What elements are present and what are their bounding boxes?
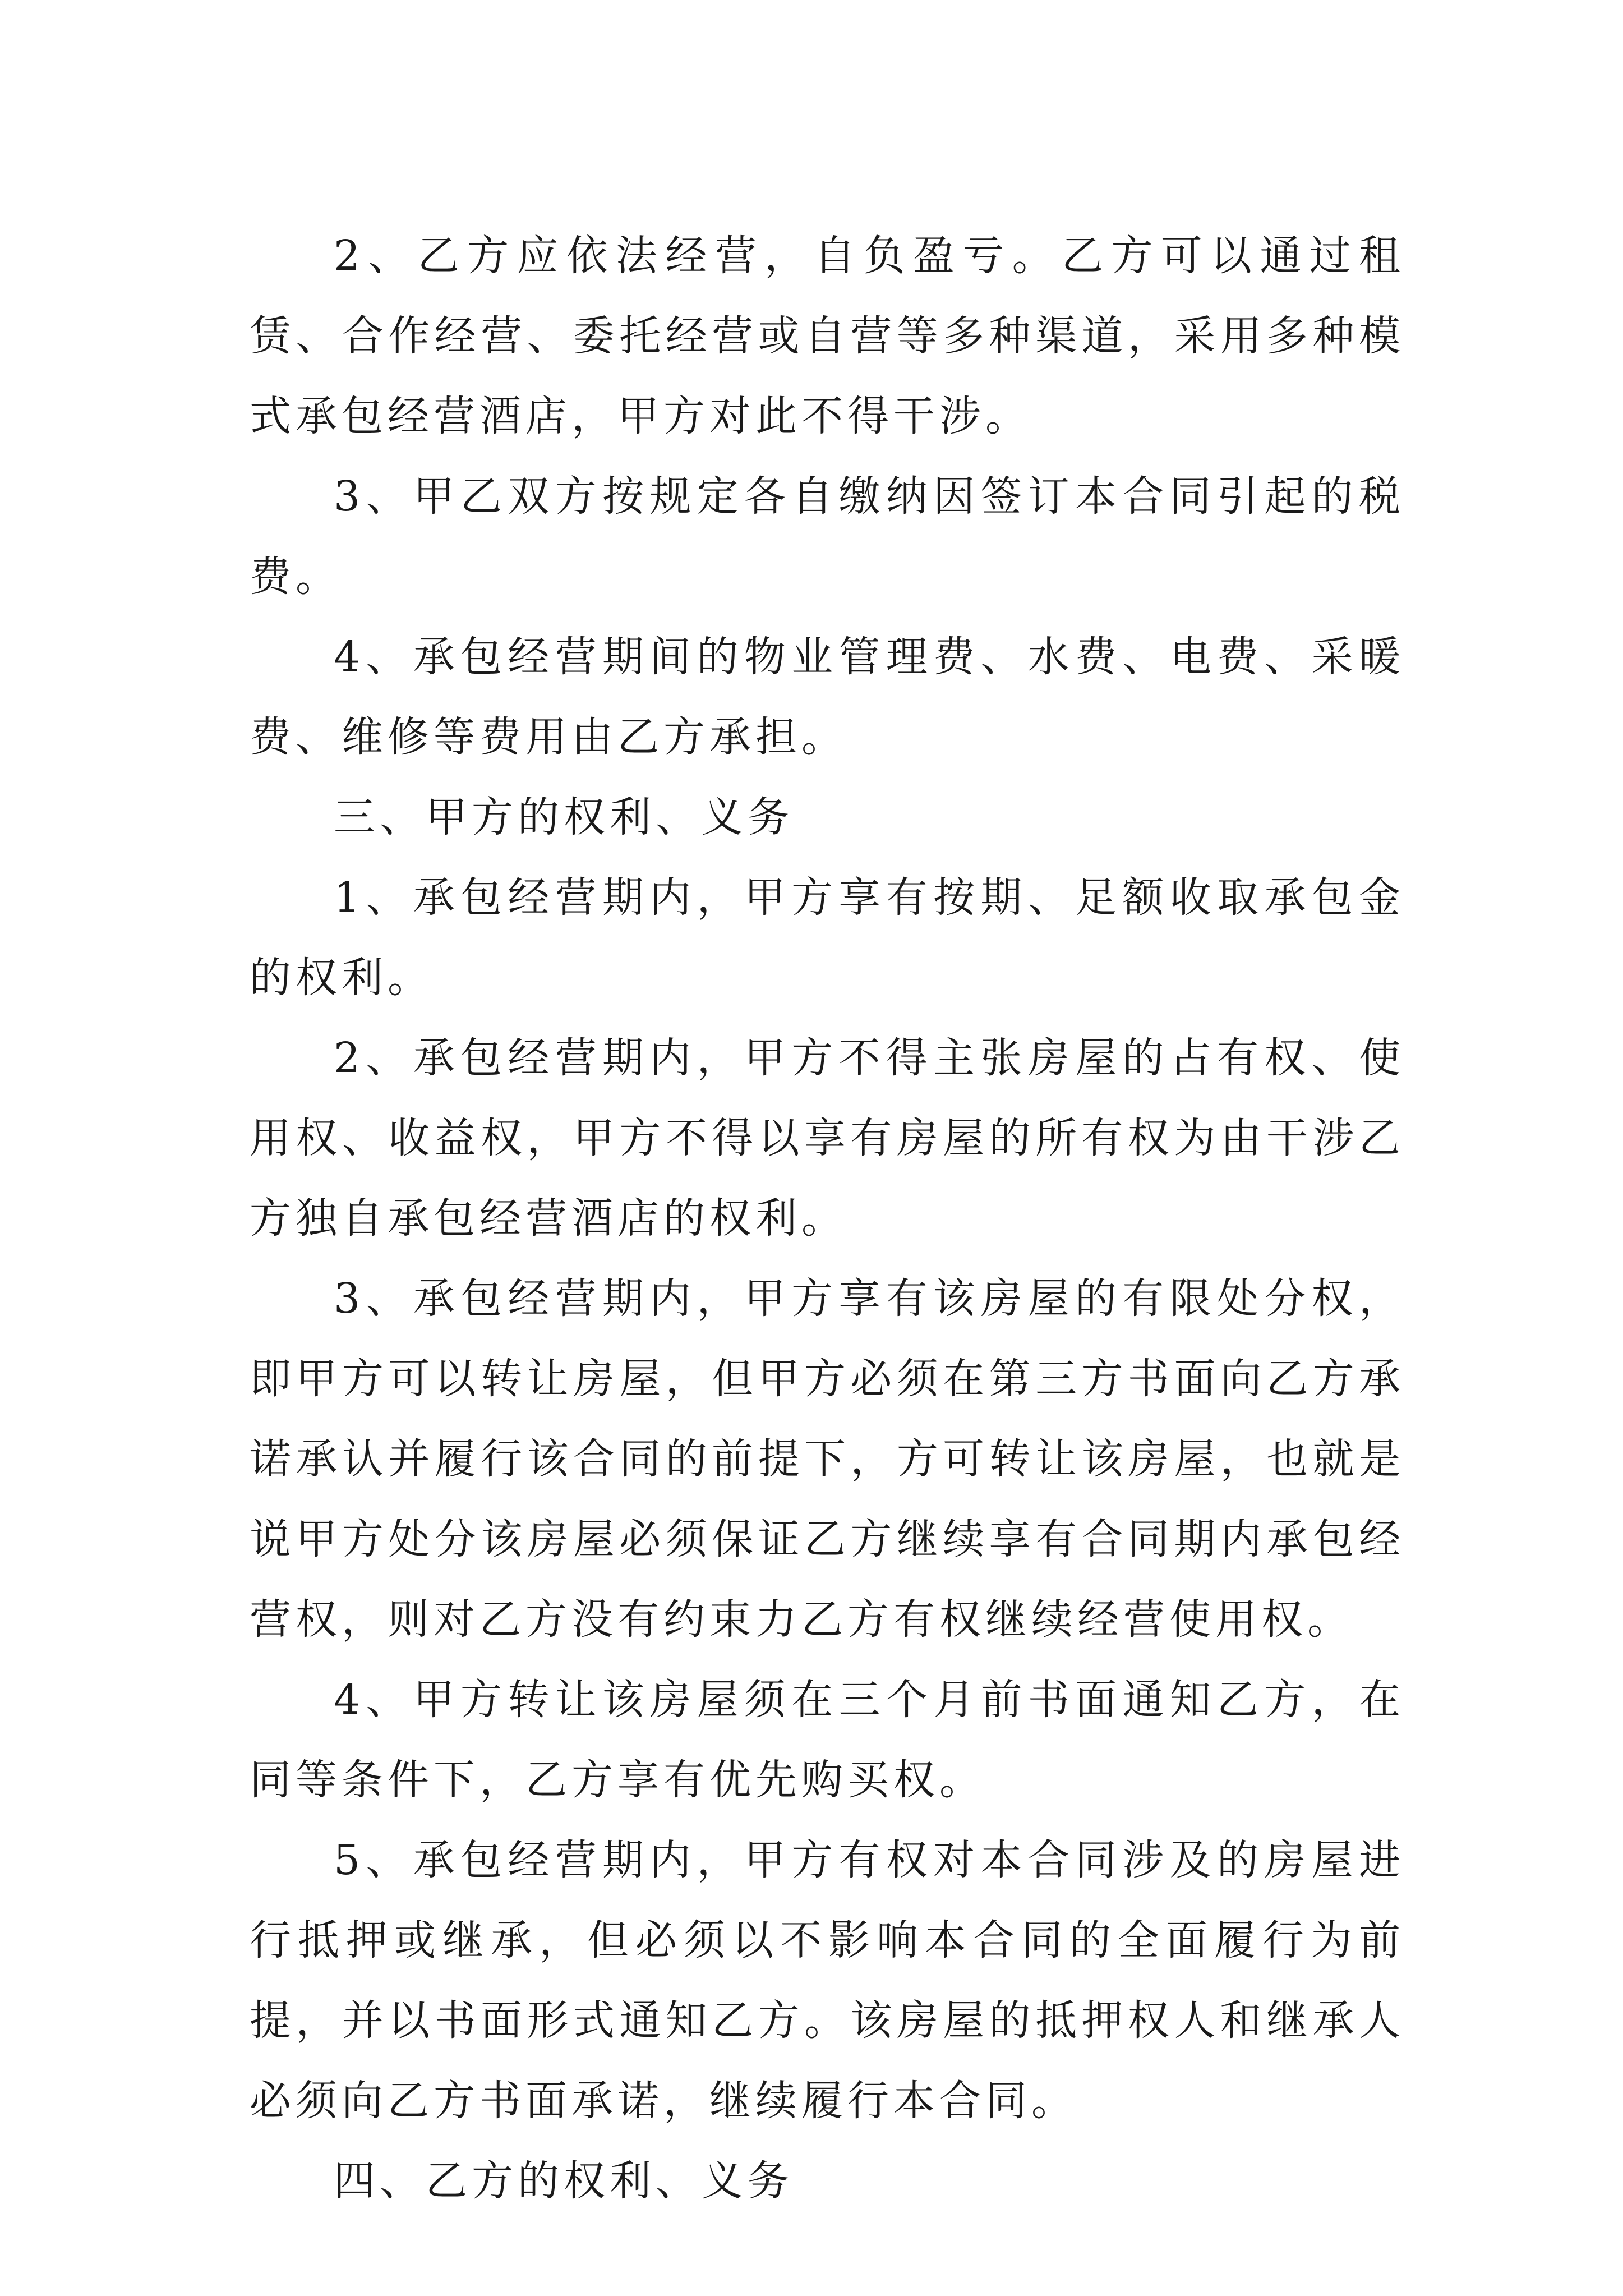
paragraph-2-2: 2、乙方应依法经营，自负盈亏。乙方可以通过租赁、合作经营、委托经营或自营等多种渠道，采用多种模式承包经营酒店，甲方对此不得干涉。 [250, 232, 1405, 440]
document-body [250, 216, 1405, 2221]
paragraph-3-3: 3、承包经营期内，甲方享有该房屋的有限处分权，即甲方可以转让房屋，但甲方必须在第三方书面向乙方承诺承认并履行该合同的前提下，方可转让该房屋，也就是说甲方处分该房屋必须保证乙方继续享有合同期内承包经营权，则对乙方没有约束力乙方有权继续经营使用权。 [250, 1274, 1405, 1644]
paragraph-3-4: 4、甲方转让该房屋须在三个月前书面通知乙方，在同等条件下，乙方享有优先购买权。 [250, 1676, 1405, 1804]
paragraph-2-3: 3、甲乙双方按规定各自缴纳因签订本合同引起的税费。 [250, 472, 1405, 601]
paragraph-3-2: 2、承包经营期内，甲方不得主张房屋的占有权、使用权、收益权，甲方不得以享有房屋的所有权为由干涉乙方独自承包经营酒店的权利。 [250, 1034, 1405, 1243]
paragraph-3-1: 1、承包经营期内，甲方享有按期、足额收取承包金的权利。 [250, 873, 1405, 1002]
paragraph-3-5: 5、承包经营期内，甲方有权对本合同涉及的房屋进行抵押或继承，但必须以不影响本合同的全面履行为前提，并以书面形式通知乙方。该房屋的抵押权人和继承人必须向乙方书面承诺，继续履行本合同。 [250, 1836, 1405, 2125]
paragraph-2-4: 4、承包经营期间的物业管理费、水费、电费、采暖费、维修等费用由乙方承担。 [250, 633, 1405, 761]
section-heading-3: 三、甲方的权利、义务 [334, 793, 794, 841]
section-heading-4: 四、乙方的权利、义务 [334, 2157, 794, 2205]
